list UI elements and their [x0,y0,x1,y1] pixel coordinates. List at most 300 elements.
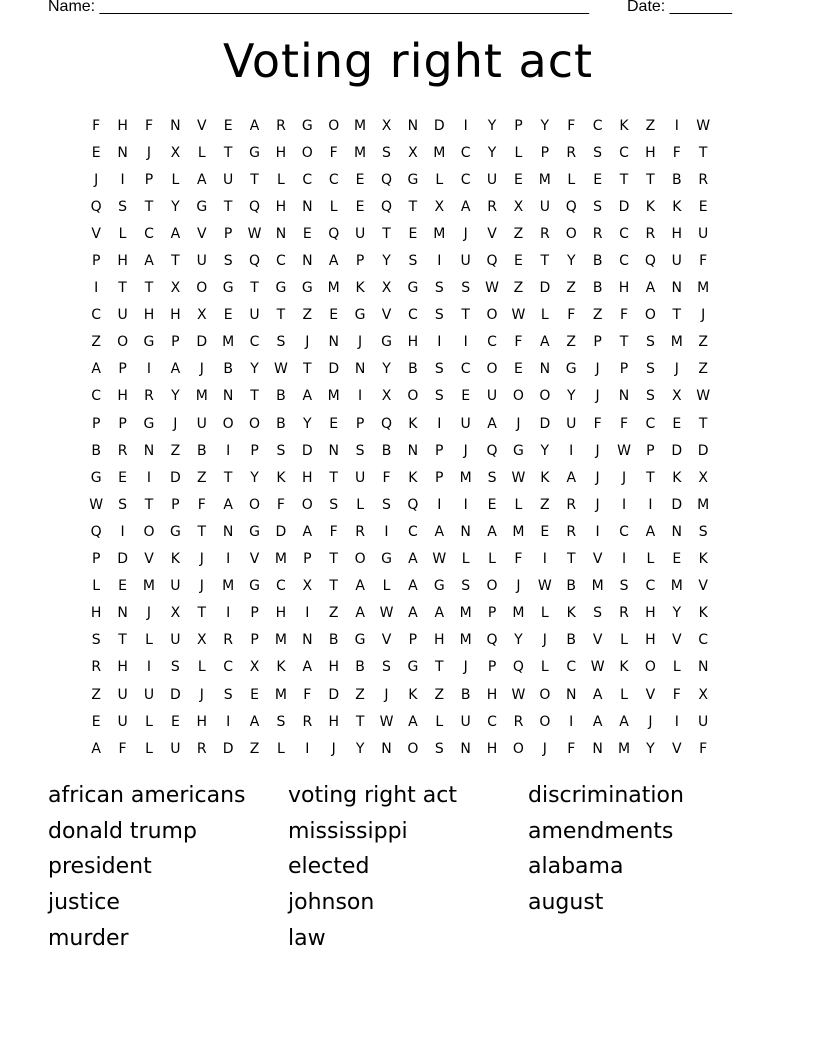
grid-letter: P [250,605,259,622]
grid-letter: M [459,632,472,649]
grid-letter: N [565,686,577,703]
grid-letter: L [540,605,549,622]
grid-letter: C [223,659,234,676]
grid-letter: N [592,740,603,757]
grid-letter: H [486,740,498,757]
grid-letter: O [301,144,313,161]
grid-letter: E [514,171,523,188]
grid-letter: N [460,740,471,757]
grid-letter: A [170,361,181,378]
word-list-item: donald trump [48,818,197,844]
grid-letter: C [91,388,102,405]
grid-letter: Y [250,469,259,486]
grid-row [83,220,716,247]
grid-row [83,546,716,573]
grid-row [83,708,716,735]
grid-letter: Q [249,198,261,215]
grid-letter: Z [513,225,524,242]
grid-letter: K [645,198,655,215]
grid-letter: P [223,225,233,242]
grid-letter: J [463,225,468,242]
word-list-column [288,778,518,956]
grid-letter: F [619,415,629,432]
grid-letter: A [355,578,365,595]
grid-letter: N [381,740,392,757]
grid-letter: M [459,469,472,486]
grid-letter: T [197,605,207,622]
grid-letter: E [355,198,365,215]
grid-letter: L [197,659,206,676]
grid-letter: Y [171,388,180,405]
grid-letter: Z [513,280,524,297]
grid-letter: L [118,225,127,242]
grid-letter: L [435,713,444,730]
grid-letter: T [223,469,233,486]
grid-letter: A [619,713,629,730]
grid-letter: K [672,469,682,486]
grid-letter: T [303,361,312,378]
grid-letter: L [329,198,338,215]
grid-letter: N [671,523,683,540]
grid-letter: B [223,361,233,378]
grid-letter: F [144,117,153,134]
grid-letter: R [223,632,234,649]
grid-letter: W [537,578,552,595]
grid-letter: A [566,469,577,486]
grid-letter: T [118,632,127,649]
grid-letter: K [619,117,629,134]
grid-letter: D [169,469,181,486]
grid-letter: H [90,605,102,622]
word-list-column [48,778,278,956]
grid-letter: W [696,388,711,405]
grid-letter: O [249,415,261,432]
grid-letter: Q [565,198,577,215]
grid-letter: X [513,198,524,215]
grid-letter: W [274,361,288,378]
grid-letter: P [171,334,180,351]
grid-letter: H [645,632,656,649]
grid-letter: V [381,632,392,649]
grid-letter: T [250,171,259,188]
grid-letter: N [354,361,366,378]
grid-letter: I [305,740,310,757]
grid-letter: U [170,632,181,649]
grid-letter: T [540,253,550,270]
grid-letter: Z [355,686,365,703]
grid-letter: E [540,523,550,540]
grid-letter: Y [355,740,365,757]
grid-letter: I [463,117,468,134]
grid-letter: Q [380,415,392,432]
grid-letter: I [621,551,627,568]
grid-letter: O [117,334,129,351]
grid-letter: E [487,496,497,513]
grid-letter: F [699,740,708,757]
grid-letter: X [381,117,392,134]
grid-letter: P [91,415,101,432]
grid-letter: M [274,632,287,649]
grid-letter: I [120,523,125,540]
name-field-label: Name: _______________________________________________________ [48,0,589,15]
grid-letter: I [146,659,152,676]
grid-letter: T [118,280,127,297]
grid-letter: Z [566,334,577,351]
grid-letter: M [222,334,235,351]
grid-letter: D [169,686,181,703]
grid-letter: V [592,551,603,568]
grid-letter: J [146,144,152,161]
grid-letter: A [302,523,313,540]
grid-row [83,247,716,274]
grid-letter: M [670,334,683,351]
grid-letter: N [328,334,339,351]
grid-letter: C [487,334,497,351]
grid-letter: M [459,605,472,622]
grid-letter: F [672,686,681,703]
grid-letter: V [196,225,207,242]
grid-letter: T [698,144,708,161]
grid-row [83,518,716,545]
grid-letter: N [328,442,339,459]
word-list-item: august [528,890,604,916]
grid-letter: K [276,659,286,676]
grid-letter: S [382,659,391,676]
grid-letter: Z [170,442,181,459]
grid-letter: M [222,578,235,595]
grid-letter: K [566,605,576,622]
grid-row [83,139,716,166]
grid-letter: P [355,415,365,432]
grid-letter: C [276,253,286,270]
word-list-item: mississippi [288,818,408,844]
grid-letter: R [592,225,603,242]
grid-letter: I [437,415,442,432]
grid-letter: O [539,388,551,405]
grid-letter: T [144,280,154,297]
grid-letter: O [249,496,261,513]
grid-letter: J [199,551,204,568]
grid-letter: U [354,225,366,242]
grid-letter: J [331,740,336,757]
grid-letter: P [540,144,550,161]
grid-letter: D [196,334,208,351]
grid-letter: P [487,605,497,622]
grid-letter: E [118,578,128,595]
grid-letter: M [433,225,446,242]
grid-letter: G [301,280,313,297]
grid-letter: Z [328,605,339,622]
grid-letter: G [407,280,419,297]
grid-letter: X [671,388,682,405]
grid-letter: R [566,144,577,161]
grid-letter: L [540,659,549,676]
grid-letter: S [118,198,128,215]
grid-letter: O [196,280,208,297]
grid-letter: U [671,253,682,270]
grid-letter: C [487,713,497,730]
grid-letter: Z [645,117,656,134]
grid-letter: B [381,442,392,459]
grid-letter: Q [380,198,392,215]
grid-letter: O [486,307,498,324]
grid-letter: J [542,632,547,649]
grid-letter: A [302,388,313,405]
grid-letter: Z [698,361,708,378]
grid-letter: S [170,659,180,676]
word-list-item: elected [288,854,370,880]
grid-letter: L [382,578,391,595]
grid-letter: A [355,605,365,622]
grid-letter: E [250,686,259,703]
grid-letter: S [645,361,655,378]
grid-letter: W [590,659,605,676]
grid-letter: K [698,551,708,568]
grid-letter: U [460,253,471,270]
grid-letter: L [620,632,628,649]
grid-letter: K [619,659,629,676]
grid-letter: V [196,117,207,134]
grid-letter: S [382,496,391,513]
grid-letter: X [302,578,313,595]
grid-letter: R [276,117,286,134]
grid-letter: T [434,659,444,676]
grid-letter: J [674,361,679,378]
grid-letter: E [355,171,365,188]
grid-letter: H [645,144,656,161]
grid-letter: L [540,307,549,324]
grid-letter: O [328,117,340,134]
grid-letter: L [145,713,153,730]
grid-letter: U [460,415,471,432]
grid-letter: A [434,523,445,540]
grid-letter: U [143,686,155,703]
grid-letter: N [539,361,551,378]
grid-letter: N [170,117,181,134]
grid-letter: F [619,307,629,324]
grid-letter: M [433,144,446,161]
grid-letter: X [434,198,445,215]
grid-letter: G [90,469,102,486]
grid-letter: T [619,334,629,351]
grid-letter: C [698,632,709,649]
grid-letter: Z [540,496,550,513]
grid-letter: R [144,388,154,405]
grid-letter: M [591,578,604,595]
grid-letter: J [595,442,600,459]
grid-letter: A [249,713,260,730]
grid-letter: V [487,225,497,242]
grid-letter: H [328,659,339,676]
grid-letter: H [486,686,498,703]
grid-letter: T [408,198,418,215]
grid-letter: K [408,469,418,486]
grid-letter: U [486,388,498,405]
grid-letter: Q [380,171,392,188]
grid-letter: G [565,361,577,378]
grid-letter: A [91,361,101,378]
grid-letter: E [118,469,128,486]
grid-letter: Z [91,334,101,351]
grid-letter: J [621,469,627,486]
grid-row [83,410,716,437]
grid-letter: M [195,388,208,405]
grid-letter: C [645,578,656,595]
grid-letter: X [170,144,181,161]
grid-letter: C [302,171,313,188]
grid-letter: F [382,469,391,486]
grid-letter: W [696,117,711,134]
grid-letter: N [671,280,683,297]
grid-letter: J [199,578,204,595]
grid-letter: A [592,686,603,703]
grid-letter: F [514,334,523,351]
grid-letter: T [646,469,655,486]
grid-letter: T [382,225,391,242]
grid-letter: O [143,523,155,540]
grid-letter: U [223,171,234,188]
grid-letter: R [91,659,102,676]
grid-letter: H [275,144,287,161]
grid-letter: I [437,496,442,513]
grid-letter: N [302,253,313,270]
grid-letter: W [379,605,394,622]
grid-letter: P [91,253,101,270]
grid-row [83,356,716,383]
grid-letter: R [566,496,577,513]
grid-letter: U [460,713,471,730]
grid-letter: I [146,469,152,486]
grid-letter: I [674,117,679,134]
grid-letter: E [170,713,180,730]
grid-letter: B [566,632,577,649]
grid-letter: N [618,388,630,405]
grid-letter: L [672,659,681,676]
grid-letter: J [199,361,204,378]
grid-letter: D [275,523,287,540]
grid-letter: V [698,578,708,595]
grid-letter: Q [249,253,261,270]
date-field-label: Date: _______ [627,0,732,15]
grid-letter: X [381,388,392,405]
grid-letter: N [143,442,155,459]
grid-letter: I [305,605,310,622]
grid-letter: N [302,632,313,649]
grid-letter: C [407,307,418,324]
grid-letter: A [408,578,418,595]
grid-letter: T [672,307,682,324]
grid-letter: N [460,523,471,540]
grid-letter: U [566,415,577,432]
grid-letter: N [407,117,419,134]
grid-letter: D [539,415,551,432]
grid-letter: L [646,551,655,568]
grid-letter: P [593,334,602,351]
grid-letter: P [118,415,127,432]
word-list-item: voting right act [288,783,458,808]
grid-row [83,437,716,464]
grid-letter: Y [250,361,259,378]
grid-letter: M [354,144,367,161]
grid-letter: T [698,415,708,432]
grid-letter: I [94,280,99,297]
grid-letter: E [672,415,682,432]
grid-letter: U [539,198,550,215]
grid-letter: O [301,496,313,513]
grid-letter: A [487,523,497,540]
grid-letter: G [381,334,392,351]
grid-letter: I [120,171,125,188]
grid-letter: P [144,171,154,188]
grid-row [83,464,716,491]
grid-letter: M [512,605,525,622]
grid-letter: S [645,334,655,351]
grid-row [83,573,716,600]
grid-letter: M [354,117,367,134]
grid-letter: E [223,117,233,134]
grid-letter: F [567,307,576,324]
grid-letter: S [434,388,444,405]
grid-letter: D [697,442,709,459]
word-list-item: alabama [528,854,624,880]
grid-letter: R [487,198,497,215]
grid-letter: J [94,171,99,188]
grid-letter: D [328,686,340,703]
grid-letter: J [595,469,600,486]
grid-row [83,654,716,681]
grid-letter: S [593,144,603,161]
grid-letter: V [672,632,682,649]
grid-letter: O [565,225,577,242]
grid-letter: S [118,496,128,513]
grid-letter: D [433,117,445,134]
word-list-item: president [48,854,152,880]
grid-letter: Z [91,686,101,703]
grid-letter: S [619,578,629,595]
grid-letter: Y [514,632,523,649]
grid-letter: U [117,686,128,703]
grid-letter: L [435,171,444,188]
grid-letter: O [407,388,419,405]
grid-letter: O [222,415,234,432]
grid-letter: N [117,144,128,161]
grid-letter: G [249,523,260,540]
grid-letter: D [539,280,551,297]
grid-letter: F [92,117,101,134]
grid-letter: E [514,361,523,378]
grid-letter: O [512,388,524,405]
grid-letter: G [143,415,155,432]
grid-letter: G [222,280,234,297]
grid-letter: B [196,442,207,459]
grid-letter: W [485,280,499,297]
grid-letter: U [249,307,260,324]
grid-letter: F [672,144,681,161]
grid-letter: C [460,361,471,378]
grid-letter: E [329,307,339,324]
grid-letter: H [196,713,208,730]
grid-letter: S [434,280,444,297]
grid-letter: Z [249,740,260,757]
grid-letter: I [384,523,389,540]
grid-letter: J [595,388,600,405]
grid-letter: J [358,334,363,351]
grid-letter: L [92,578,101,595]
grid-letter: K [698,605,708,622]
grid-letter: Y [540,117,550,134]
grid-letter: P [435,469,444,486]
grid-letter: P [619,361,629,378]
